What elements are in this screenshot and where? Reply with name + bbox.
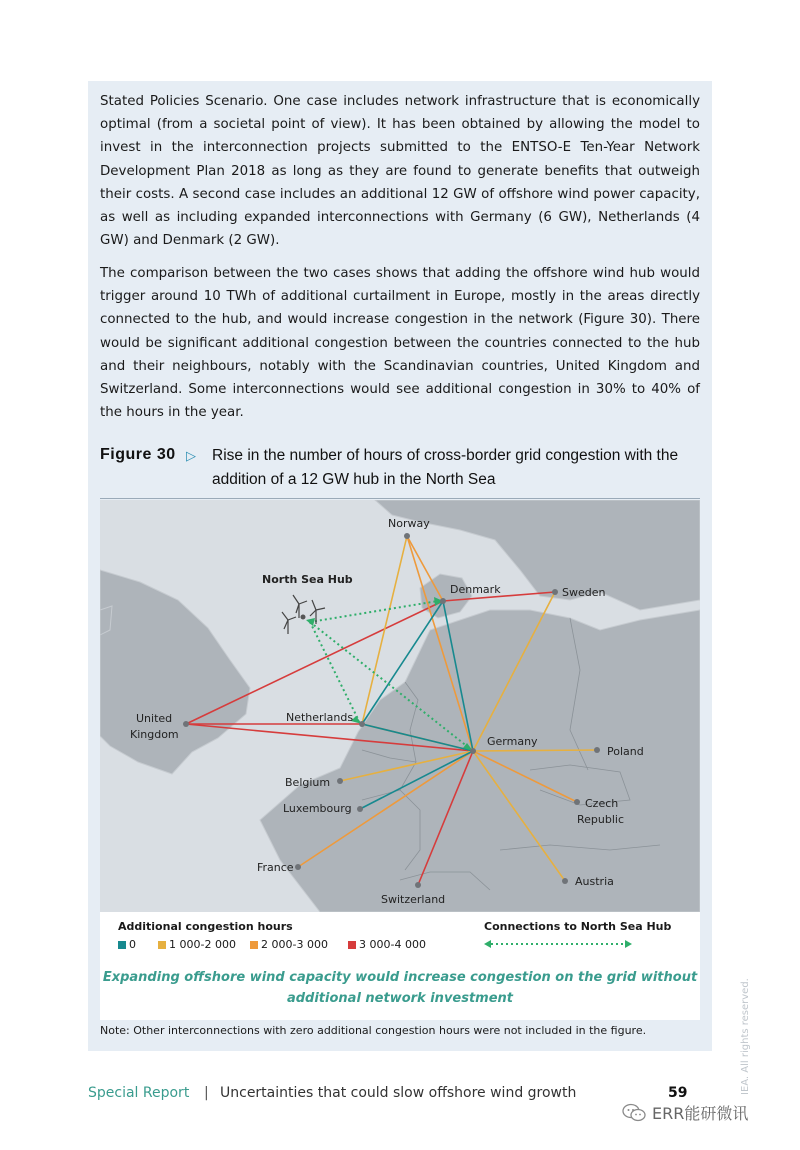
legend-item (348, 938, 426, 951)
node-sweden (552, 589, 558, 595)
node-norway (404, 533, 410, 539)
legend-title: Additional congestion hours (118, 920, 293, 933)
label-switzerland: Switzerland (381, 893, 446, 906)
node-luxembourg (357, 806, 363, 812)
body-paragraph-1: Stated Policies Scenario. One case includes network infrastructure that is economically optimal (from a societal point of view). It has been obtained by allowing the model to invest in the interconnection projects submitted to the ENTSO-E Ten-Year Network Development Plan 2018 as long as they are found to generate benefits that outweigh their costs. A second case includes an additional 12 GW of offshore wind power capacity, as well as including expanded interconnections with Germany (6 GW), Netherlands (4 GW) and Denmark (2 GW). (100, 94, 700, 249)
legend-hub-title: Connections to North Sea Hub (484, 920, 672, 933)
node-poland (594, 747, 600, 753)
figure-caption: Expanding offshore wind capacity would increase congestion on the grid without additional network investment (102, 970, 698, 1006)
page-number: 59 (668, 1085, 688, 1101)
legend-item (158, 938, 236, 951)
link-germany-poland (473, 750, 597, 751)
figure-label: Figure 30 (100, 446, 176, 463)
node-netherlands (359, 721, 365, 727)
legend-label: 3 000-4 000 (359, 938, 426, 951)
label-austria: Austria (575, 875, 614, 888)
congestion-map (100, 500, 700, 912)
legend-label: 1 000-2 000 (169, 938, 236, 951)
label-luxembourg: Luxembourg (283, 802, 352, 815)
label-poland: Poland (607, 745, 644, 758)
body-paragraph-2: The comparison between the two cases shows that adding the offshore wind hub would trigger around 10 TWh of additional curtailment in Europe, mostly in the areas directly connected to the hub, and would increase congestion in the network (Figure 30). There would be significant additional congestion between the countries connected to the hub and their neighbours, notably with the Scandinavian countries, United Kingdom and Switzerland. Some interconnections would see additional congestion in 30% to 40% of the hours in the year. (100, 266, 700, 421)
wechat-icon (622, 1103, 646, 1123)
node-france (295, 864, 301, 870)
label-netherlands: Netherlands (286, 711, 354, 724)
legend-item (250, 938, 328, 951)
footer-report-name: Special Report (88, 1085, 190, 1101)
figure-arrow-icon: ▷ (186, 449, 196, 464)
figure-divider (100, 498, 700, 499)
legend-label: 2 000-3 000 (261, 938, 328, 951)
legend-hub-line (484, 938, 634, 950)
label-czech-line2: Republic (577, 813, 625, 826)
label-norway: Norway (388, 517, 430, 530)
hub-label: North Sea Hub (262, 573, 353, 586)
label-belgium: Belgium (285, 776, 331, 789)
legend-area (100, 912, 700, 1020)
legend-item (118, 938, 136, 951)
footer-separator: | (204, 1085, 209, 1101)
figure-title: Rise in the number of hours of cross-border grid congestion with the addition of a 12 GW hub in the North Sea (212, 447, 679, 488)
node-switzerland (415, 882, 421, 888)
watermark (622, 1101, 748, 1124)
footer-chapter-title: Uncertainties that could slow offshore wind growth (220, 1085, 577, 1101)
legend-swatch (118, 941, 126, 949)
node-belgium (337, 778, 343, 784)
watermark-text: ERR能研微讯 (652, 1104, 749, 1123)
figure-note: Note: Other interconnections with zero additional congestion hours were not included in the figure. (100, 1024, 647, 1037)
map-svg (100, 500, 700, 912)
label-czech-line1: Czech (585, 797, 619, 810)
legend-swatch (250, 941, 258, 949)
node-czech (574, 799, 580, 805)
node-austria (562, 878, 568, 884)
label-uk-line1: United (136, 712, 173, 725)
label-france: France (257, 861, 294, 874)
label-uk-line2: Kingdom (130, 728, 179, 741)
node-denmark (440, 598, 446, 604)
copyright-mark (740, 975, 754, 1095)
legend-label: 0 (129, 938, 136, 951)
node-germany (470, 748, 476, 754)
label-sweden: Sweden (562, 586, 606, 599)
legend-swatch (348, 941, 356, 949)
copyright-text: IEA. All rights reserved. (740, 978, 751, 1095)
label-denmark: Denmark (450, 583, 501, 596)
legend-swatch (158, 941, 166, 949)
node-uk (183, 721, 189, 727)
label-germany: Germany (487, 735, 538, 748)
hub-node (301, 615, 306, 620)
